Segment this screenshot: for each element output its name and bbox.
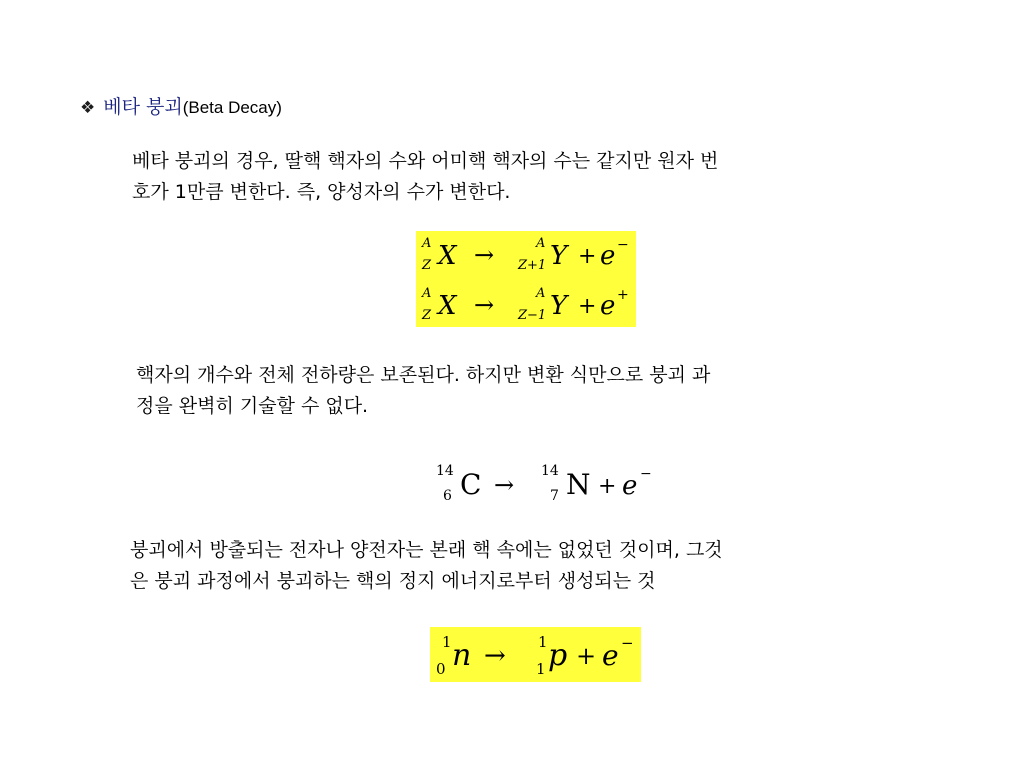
charge-sign: − xyxy=(640,466,652,482)
paragraph-electron-origin xyxy=(130,535,723,597)
parent-atomic-number: Z xyxy=(422,258,432,273)
paragraph-line: 정을 완벽히 기술할 수 없다. xyxy=(136,395,369,417)
daughter-nucleus: Y xyxy=(550,241,568,271)
daughter-proton: p xyxy=(548,638,568,673)
paragraph-line: 은 붕괴 과정에서 붕괴하는 핵의 정지 에너지로부터 생성되는 것 xyxy=(130,570,656,592)
parent-atomic-number: 0 xyxy=(436,660,446,678)
equation-carbon-14-decay xyxy=(434,458,664,504)
arrow-symbol: → xyxy=(474,291,495,319)
parent-neutron: n xyxy=(452,638,472,673)
parent-mass-number: A xyxy=(422,286,432,301)
electron-symbol: e xyxy=(600,241,616,271)
parent-nucleus: X xyxy=(438,241,457,271)
equation-beta-plus xyxy=(421,286,629,323)
parent-nucleus: X xyxy=(438,291,457,321)
paragraph-conservation xyxy=(136,360,710,422)
plus-symbol: + xyxy=(578,294,597,319)
parent-atomic-number: 6 xyxy=(443,488,452,504)
daughter-mass-number: 14 xyxy=(541,463,559,479)
daughter-atomic-number: Z+1 xyxy=(518,258,547,273)
paragraph-line: 호가 1만큼 변한다. 즉, 양성자의 수가 변한다. xyxy=(132,181,511,203)
daughter-mass-number: A xyxy=(536,236,546,251)
diamond-bullet-icon: ❖ xyxy=(80,98,96,118)
parent-mass-number: 1 xyxy=(442,633,452,651)
paragraph-line: 핵자의 개수와 전체 전하량은 보존된다. 하지만 변환 식만으로 붕괴 과 xyxy=(136,364,711,386)
arrow-symbol: → xyxy=(494,471,515,499)
heading-title-english: (Beta Decay) xyxy=(182,98,282,117)
electron-symbol: e xyxy=(602,639,619,672)
positron-symbol: e xyxy=(600,291,616,321)
heading-title-korean: 베타 붕괴 xyxy=(103,96,183,118)
daughter-nucleus: N xyxy=(566,468,591,501)
parent-atomic-number: Z xyxy=(422,308,432,323)
daughter-atomic-number: Z−1 xyxy=(518,308,547,323)
daughter-mass-number: A xyxy=(536,286,546,301)
plus-symbol: + xyxy=(576,642,597,670)
equation-beta-minus xyxy=(421,236,629,273)
daughter-atomic-number: 1 xyxy=(536,660,546,678)
paragraph-line: 붕괴에서 방출되는 전자나 양전자는 본래 핵 속에는 없었던 것이며, 그것 xyxy=(130,539,723,561)
arrow-symbol: → xyxy=(474,241,495,269)
equation-svg-neutron xyxy=(430,627,641,682)
plus-symbol: + xyxy=(578,244,597,269)
daughter-nucleus: Y xyxy=(550,291,568,321)
daughter-mass-number: 1 xyxy=(538,633,548,651)
charge-sign: + xyxy=(617,287,629,303)
arrow-symbol: → xyxy=(484,641,506,671)
charge-sign: − xyxy=(617,237,629,253)
equation-box-general xyxy=(416,231,636,327)
parent-mass-number: 14 xyxy=(436,463,454,479)
charge-sign: − xyxy=(621,634,634,652)
equation-svg-carbon xyxy=(434,458,664,504)
section-heading xyxy=(80,92,282,119)
parent-nucleus: C xyxy=(460,468,482,501)
paragraph-line: 베타 붕괴의 경우, 딸핵 핵자의 수와 어미핵 핵자의 수는 같지만 원자 번 xyxy=(132,150,719,172)
equation-svg-general xyxy=(416,231,636,327)
paragraph-beta-decay-intro xyxy=(132,146,718,208)
parent-mass-number: A xyxy=(422,236,432,251)
electron-symbol: e xyxy=(622,471,638,501)
plus-symbol: + xyxy=(598,474,617,499)
equation-box-neutron-decay xyxy=(430,627,641,682)
daughter-atomic-number: 7 xyxy=(550,488,559,504)
